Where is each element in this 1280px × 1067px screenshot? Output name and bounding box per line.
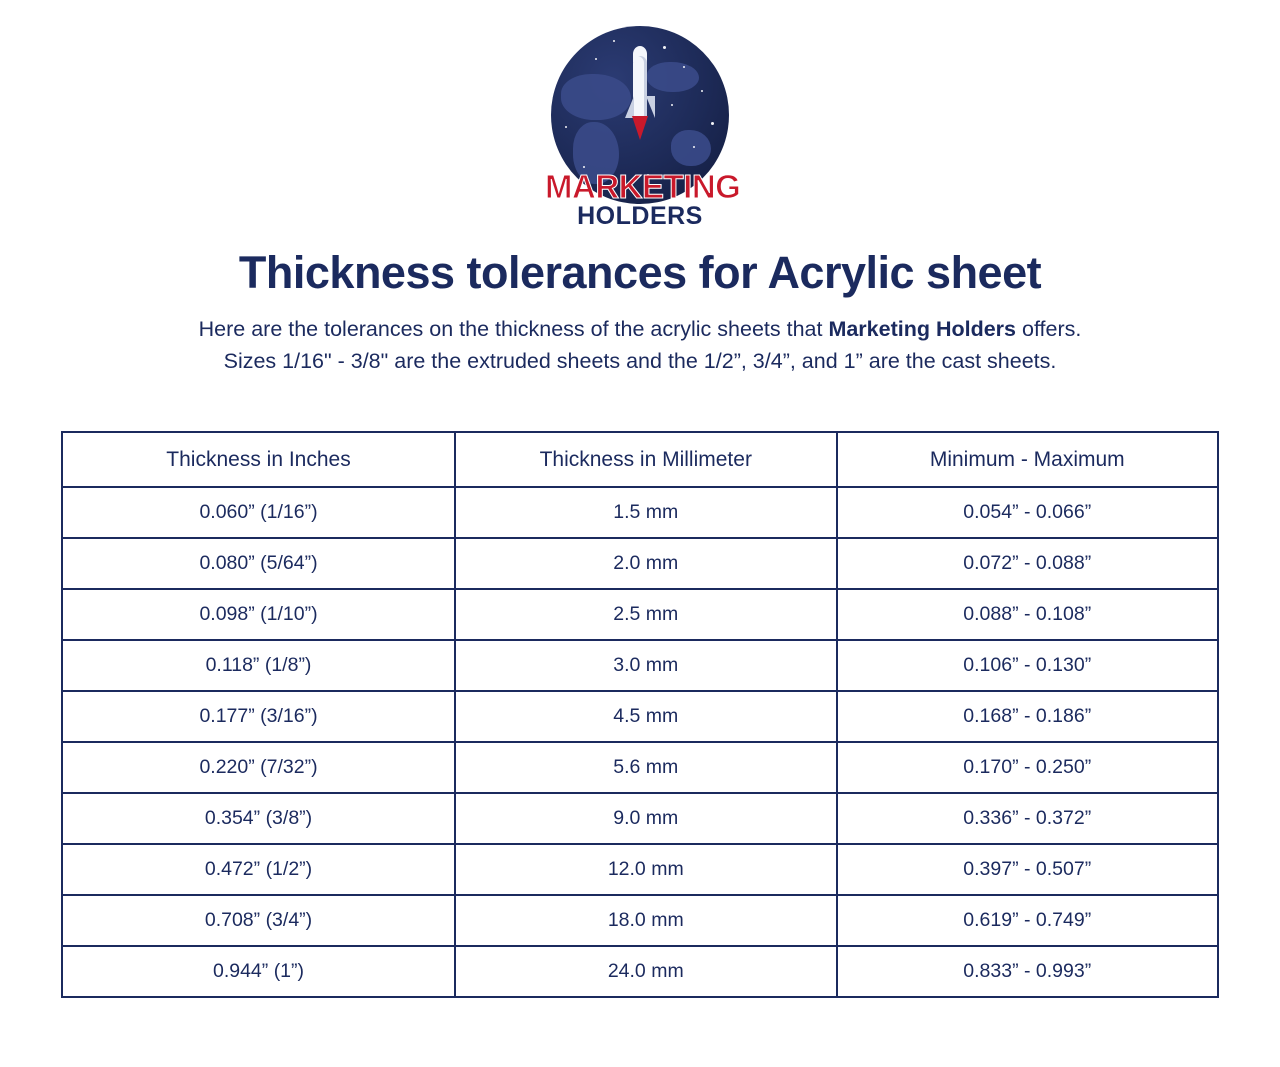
cell-millimeter: 12.0 mm — [455, 844, 836, 895]
cell-millimeter: 9.0 mm — [455, 793, 836, 844]
table-row — [62, 793, 1218, 844]
cell-millimeter: 5.6 mm — [455, 742, 836, 793]
tolerance-table-container — [61, 431, 1219, 998]
table-row — [62, 895, 1218, 946]
table-row — [62, 538, 1218, 589]
cell-inches: 0.080” (5/64”) — [62, 538, 455, 589]
subtitle-line1-post: offers. — [1016, 316, 1082, 341]
cell-millimeter: 4.5 mm — [455, 691, 836, 742]
subtitle-line2: Sizes 1/16" - 3/8" are the extruded sheets and the 1/2”, 3/4”, and 1” are the cast sheets. — [223, 348, 1057, 373]
table-header-row — [62, 432, 1218, 487]
rocket-icon — [626, 56, 654, 140]
table-row — [62, 691, 1218, 742]
cell-millimeter: 24.0 mm — [455, 946, 836, 997]
table-row — [62, 487, 1218, 538]
cell-min-max: 0.168” - 0.186” — [837, 691, 1219, 742]
cell-inches: 0.220” (7/32”) — [62, 742, 455, 793]
tolerance-table — [61, 431, 1219, 998]
cell-inches: 0.177” (3/16”) — [62, 691, 455, 742]
table-row — [62, 946, 1218, 997]
page-subtitle — [50, 313, 1230, 378]
cell-min-max: 0.054” - 0.066” — [837, 487, 1219, 538]
cell-inches: 0.708” (3/4”) — [62, 895, 455, 946]
logo-word-marketing: MARKETING — [545, 168, 741, 205]
cell-inches: 0.060” (1/16”) — [62, 487, 455, 538]
table-row — [62, 640, 1218, 691]
cell-min-max: 0.106” - 0.130” — [837, 640, 1219, 691]
cell-millimeter: 3.0 mm — [455, 640, 836, 691]
table-row — [62, 844, 1218, 895]
cell-min-max: 0.619” - 0.749” — [837, 895, 1219, 946]
cell-millimeter: 2.5 mm — [455, 589, 836, 640]
cell-inches: 0.118” (1/8”) — [62, 640, 455, 691]
cell-min-max: 0.170” - 0.250” — [837, 742, 1219, 793]
subtitle-brand: Marketing Holders — [828, 316, 1017, 341]
column-header-min-max: Minimum - Maximum — [837, 432, 1219, 487]
cell-inches: 0.098” (1/10”) — [62, 589, 455, 640]
cell-min-max: 0.088” - 0.108” — [837, 589, 1219, 640]
logo-wordmark — [545, 168, 741, 231]
column-header-inches: Thickness in Inches — [62, 432, 455, 487]
cell-min-max: 0.336” - 0.372” — [837, 793, 1219, 844]
cell-min-max: 0.833” - 0.993” — [837, 946, 1219, 997]
cell-inches: 0.472” (1/2”) — [62, 844, 455, 895]
logo-container — [0, 0, 1280, 231]
table-row — [62, 742, 1218, 793]
cell-min-max: 0.072” - 0.088” — [837, 538, 1219, 589]
cell-min-max: 0.397” - 0.507” — [837, 844, 1219, 895]
table-row — [62, 589, 1218, 640]
cell-millimeter: 1.5 mm — [455, 487, 836, 538]
cell-millimeter: 18.0 mm — [455, 895, 836, 946]
column-header-millimeter: Thickness in Millimeter — [455, 432, 836, 487]
cell-millimeter: 2.0 mm — [455, 538, 836, 589]
page-title: Thickness tolerances for Acrylic sheet — [238, 246, 1042, 298]
cell-inches: 0.354” (3/8”) — [62, 793, 455, 844]
marketing-holders-logo — [545, 26, 741, 231]
cell-inches: 0.944” (1”) — [62, 946, 455, 997]
subtitle-line1-pre: Here are the tolerances on the thickness of the acrylic sheets that — [198, 316, 829, 341]
logo-word-holders: HOLDERS — [577, 202, 703, 230]
